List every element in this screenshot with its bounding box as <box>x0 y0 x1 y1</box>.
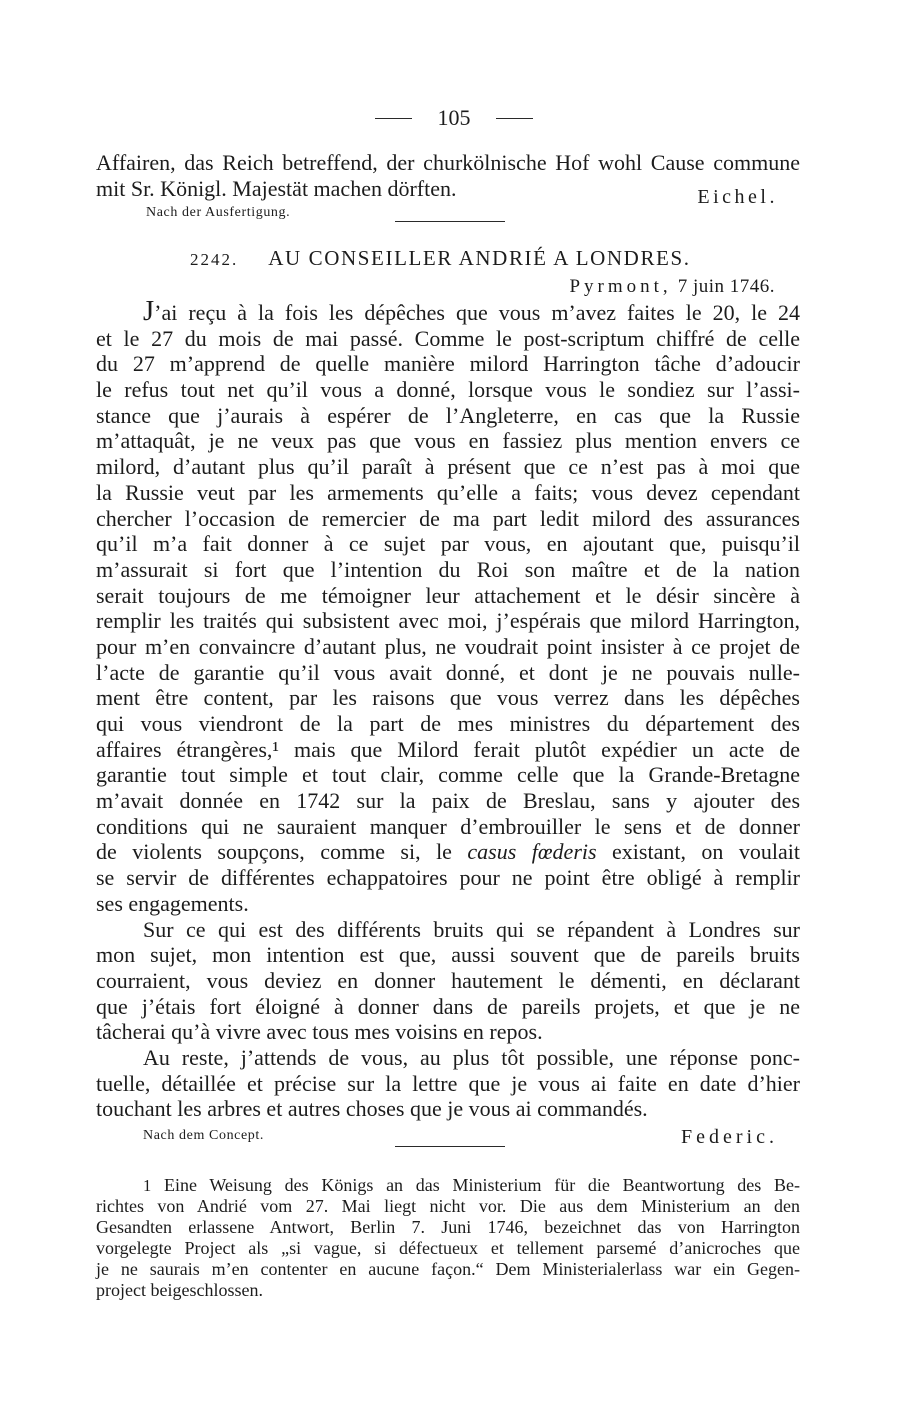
body-line: touchant les arbres et autres choses que je vous ai commandés. <box>96 1096 648 1122</box>
body-line: milord, d’autant plus qu’il paraît à présent que ce n’est pas à moi que <box>96 454 800 480</box>
body-line: serait toujours de me témoigner leur attachement et le désir sincère à <box>96 582 800 608</box>
footnote-line: Gesandten erlassene Antwort, Berlin 7. Juni 1746, bezeichnet das von Harrington <box>96 1217 800 1237</box>
initial-letter: J <box>143 296 155 327</box>
footnote-line: je ne saurais m’en contenter en aucune façon.“ Dem Ministerialerlass war ein Gegen- <box>96 1259 800 1279</box>
text-segment: Eine Weisung des Königs an das Ministerium für die Beantwortung des Be- <box>151 1175 800 1195</box>
body-line: Au reste, j’attends de vous, au plus tôt possible, une réponse ponc- <box>143 1044 800 1070</box>
footnote-line <box>96 1175 800 1196</box>
body-line: qui vous viendront de la part de mes ministres du département des <box>96 711 800 736</box>
date: 7 juin 1746. <box>677 276 775 297</box>
header-dash-left <box>375 118 412 119</box>
body-line: qu’il m’a fait donner à ce sujet par vous, en ajoutant que, puisqu’il <box>96 531 800 557</box>
place: Pyrmont, <box>569 276 672 297</box>
header-dash-right <box>496 118 533 119</box>
body-line: et le 27 du mois de mai passé. Comme le post-scriptum chiffré de celle <box>96 325 800 351</box>
body-line: l’acte de garantie qu’il vous avait donné, et dont je ne pouvais nulle- <box>96 659 800 685</box>
body-line: conditions qui ne sauraient manquer d’embrouiller le sens et de donner <box>96 813 800 839</box>
page-header <box>375 104 533 132</box>
body-line: courraient, vous deviez en donner hautement le démenti, en déclarant <box>96 967 800 993</box>
body-line: ses engagements. <box>96 890 249 916</box>
place-date <box>569 274 775 300</box>
body-line: ment être content, par les raisons que vous verrez dans les dépêches <box>96 685 800 711</box>
body-line: stance que j’aurais à espérer de l’Angleterre, en cas que la Russie <box>96 402 800 428</box>
page-number: 105 <box>437 105 471 130</box>
body-line: la Russie veut par les armements qu’elle a faits; vous devez cependant <box>96 479 800 505</box>
body-line: se servir de différentes echappatoires pour ne point être obligé à remplir <box>96 865 800 891</box>
separator-rule <box>395 221 505 222</box>
body-line: chercher l’occasion de remercier de ma part ledit milord des assurances <box>96 505 800 531</box>
body-line: affaires étrangères,¹ mais que Milord ferait plutôt expédier un acte de <box>96 736 800 762</box>
body-line: le refus tout net qu’il vous a donné, lorsque vous le sondiez sur l’assi- <box>96 377 800 403</box>
body-line: m’attaquât, je ne veux pas que vous en fassiez plus mention envers ce <box>96 428 800 454</box>
footnote-line: richtes von Andrié vom 27. Mai liegt nicht vor. Die aus dem Ministerium an den <box>96 1196 800 1216</box>
separator-rule <box>395 1146 505 1147</box>
body-line: tâcherai qu’à vivre avec tous mes voisins en repos. <box>96 1019 543 1045</box>
body-line: tuelle, détaillée et précise sur la lettre que je vous ai faite en date d’hier <box>96 1070 800 1096</box>
continuation-line: Affairen, das Reich betreffend, der churkölnische Hof wohl Cause commune <box>96 150 800 175</box>
body-line <box>96 839 800 865</box>
body-line: garantie tout simple et tout clair, comme celle que la Grande-Bretagne <box>96 762 800 788</box>
text-segment: existant, on voulait <box>596 839 800 865</box>
continuation-text <box>96 150 800 201</box>
footnote-line: project beigeschlossen. <box>96 1280 263 1300</box>
source-note: Nach der Ausfertigung. <box>146 205 291 220</box>
text-segment: ’ai reçu à la fois les dépêches que vous m’avez faites le 20, le 24 <box>154 300 800 325</box>
body-line: pour m’en convaincre d’autant plus, ne voudrait point insister à ce projet de <box>96 633 800 659</box>
body-line: Sur ce qui est des différents bruits qui se répandent à Londres sur <box>143 916 800 942</box>
continuation-line: mit Sr. Königl. Majestät machen dörften. <box>96 175 457 201</box>
body-line: du 27 m’apprend de quelle manière milord Harrington tâche d’adoucir <box>96 351 800 377</box>
italic-text: casus fœderis <box>467 839 597 865</box>
signature-eichel: Eichel. <box>697 186 778 208</box>
document-title: AU CONSEILLER ANDRIÉ A LONDRES. <box>268 246 691 270</box>
document-heading <box>190 245 691 271</box>
body-line: m’avait donnée en 1742 sur la paix de Breslau, sans y ajouter des <box>96 788 800 814</box>
letter-body <box>96 296 800 1122</box>
body-line: m’assurait si fort que l’intention du Roi son maître et de la nation <box>96 556 800 582</box>
body-line <box>96 296 800 327</box>
body-line: mon sujet, mon intention est que, aussi souvent que de pareils bruits <box>96 942 800 968</box>
source-note: Nach dem Concept. <box>143 1128 264 1143</box>
footnote-line: vorgelegte Project als „si vague, si défectueux et tellement parsemé d’anicroches que <box>96 1238 800 1258</box>
footnote <box>96 1175 800 1301</box>
footnote-marker: 1 <box>143 1176 152 1195</box>
body-line: que j’étais fort éloigné à donner dans de pareils projets, et que je ne <box>96 993 800 1019</box>
document-number: 2242. <box>190 250 239 269</box>
text-segment: de violents soupçons, comme si, le <box>96 839 468 865</box>
signature-federic: Federic. <box>681 1126 778 1148</box>
body-line: remplir les traités qui subsistent avec moi, j’espérais que milord Harrington, <box>96 608 800 634</box>
